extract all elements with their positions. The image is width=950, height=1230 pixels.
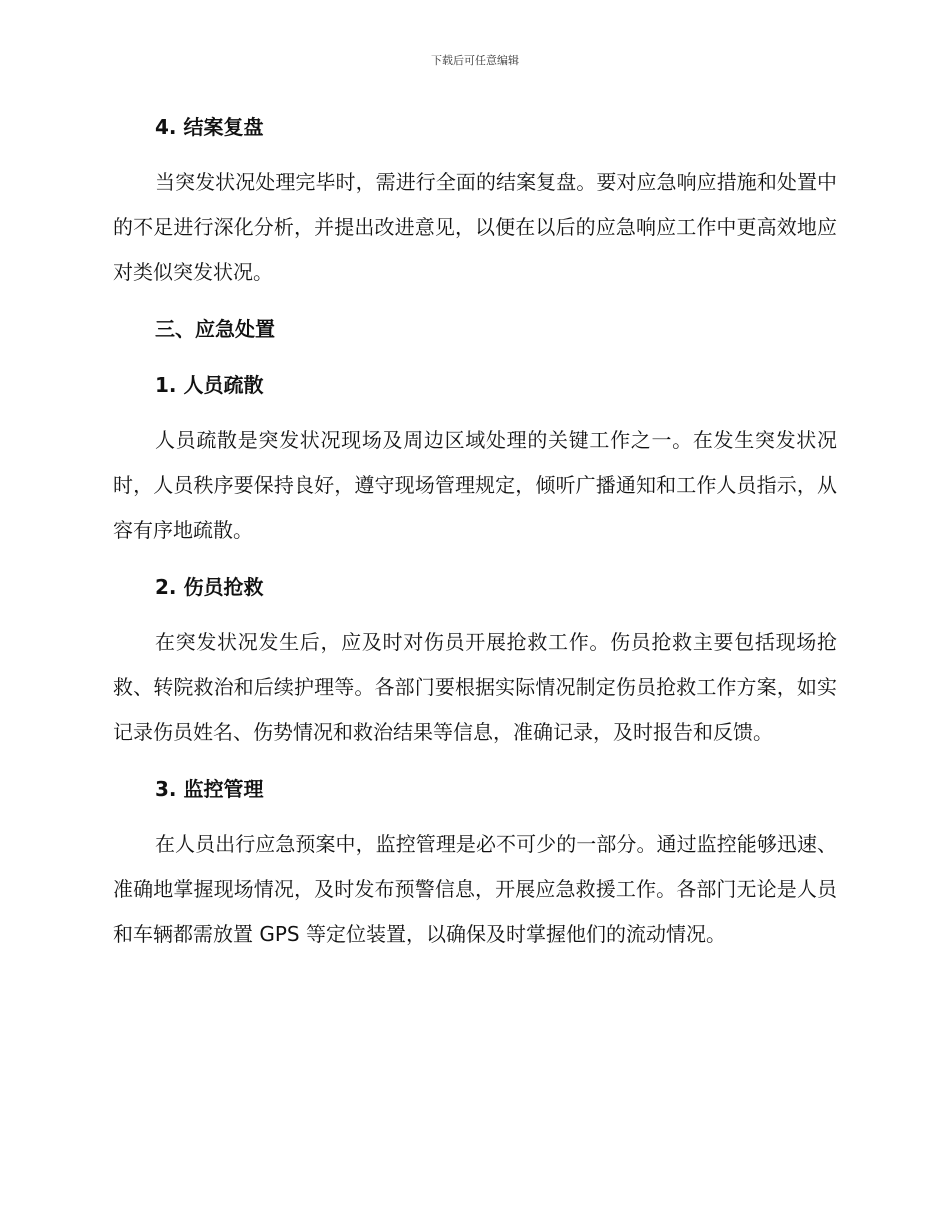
section-heading-emergency-handling: 三、应急处置 [155, 317, 275, 341]
paragraph-rescue: 在突发状况发生后，应及时对伤员开展抢救工作。伤员抢救主要包括现场抢救、转院救治和后续护理等。各部门要根据实际情况制定伤员抢救工作方案，如实记录伤员姓名、伤势情况和救治结果等信息，准确记录，及时报告和反馈。 [113, 630, 837, 744]
section-heading-rescue: 2. 伤员抢救 [155, 575, 264, 599]
paragraph-monitoring: 在人员出行应急预案中，监控管理是必不可少的一部分。通过监控能够迅速、准确地掌握现场情况，及时发布预警信息，开展应急救援工作。各部门无论是人员和车辆都需放置 GPS 等定位装置，以确保及时掌握他们的流动情况。 [113, 832, 837, 946]
page-header: 下载后可任意编辑 [431, 54, 519, 67]
paragraph-case-review: 当突发状况处理完毕时，需进行全面的结案复盘。要对应急响应措施和处置中的不足进行深化分析，并提出改进意见，以便在以后的应急响应工作中更高效地应对类似突发状况。 [113, 170, 837, 284]
document-body [113, 110, 837, 957]
section-heading-monitoring: 3. 监控管理 [155, 777, 264, 801]
section-heading-case-review: 4. 结案复盘 [155, 115, 264, 139]
section-heading-evacuation: 1. 人员疏散 [155, 373, 264, 397]
paragraph-evacuation: 人员疏散是突发状况现场及周边区域处理的关键工作之一。在发生突发状况时，人员秩序要保持良好，遵守现场管理规定，倾听广播通知和工作人员指示，从容有序地疏散。 [113, 428, 837, 542]
